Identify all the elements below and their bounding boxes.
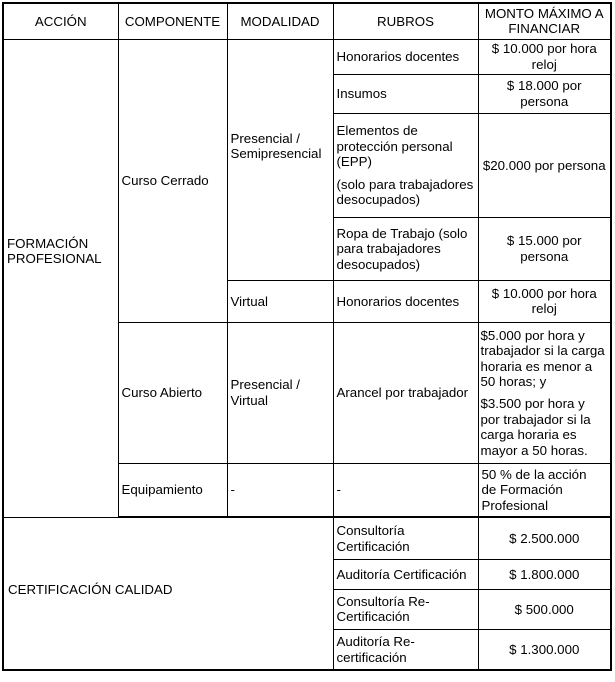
cell-rubro-honorarios-docentes: Honorarios docentes (333, 39, 478, 74)
cell-modalidad-equipamiento-dash: - (227, 463, 333, 517)
table-header-row (3, 3, 611, 39)
cell-monto-auditoria-certificacion: $ 1.800.000 (478, 559, 611, 589)
cell-rubro-insumos: Insumos (333, 74, 478, 113)
table-row (3, 39, 611, 74)
cell-accion-formacion-profesional: FORMACIÓN PROFESIONAL (3, 39, 118, 517)
cell-modalidad-virtual: Virtual (227, 280, 333, 322)
cell-rubro-ropa-de-trabajo: Ropa de Trabajo (solo para trabajadores desocupados) (333, 217, 478, 280)
cell-componente-curso-cerrado: Curso Cerrado (118, 39, 227, 322)
cell-monto-epp: $20.000 por persona (478, 113, 611, 217)
cell-monto-ropa-de-trabajo: $ 15.000 por persona (478, 217, 611, 280)
cell-componente-curso-abierto: Curso Abierto (118, 322, 227, 463)
column-header-componente: COMPONENTE (118, 3, 227, 39)
table-row (3, 517, 611, 559)
cell-monto-arancel-por-trabajador (478, 322, 611, 463)
cell-rubro-epp (333, 113, 478, 217)
cell-monto-consultoria-recertificacion: $ 500.000 (478, 589, 611, 629)
column-header-accion: ACCIÓN (3, 3, 118, 39)
cell-componente-equipamiento: Equipamiento (118, 463, 227, 517)
cell-monto-consultoria-certificacion: $ 2.500.000 (478, 517, 611, 559)
cell-monto-honorarios-docentes: $ 10.000 por hora reloj (478, 39, 611, 74)
cell-rubro-equipamiento-dash: - (333, 463, 478, 517)
monto-arancel-paragraph-1: $5.000 por hora y trabajador si la carga horaria es menor a 50 horas; y (480, 327, 605, 389)
column-header-modalidad: MODALIDAD (227, 3, 333, 39)
cell-modalidad-presencial-semipresencial: Presencial / Semipresencial (227, 39, 333, 280)
funding-table (2, 2, 612, 671)
cell-monto-insumos: $ 18.000 por persona (478, 74, 611, 113)
rubro-epp-paragraph-2: (solo para trabajadores desocupados) (336, 176, 474, 207)
cell-rubro-auditoria-recertificacion: Auditoría Re-certificación (333, 629, 478, 670)
column-header-rubros: RUBROS (333, 3, 478, 39)
cell-monto-honorarios-docentes-virtual: $ 10.000 por hora reloj (478, 280, 611, 322)
monto-arancel-paragraph-2: $3.500 por hora y por trabajador si la carga horaria es mayor a 50 horas. (480, 396, 591, 458)
cell-rubro-consultoria-recertificacion: Consultoría Re-Certificación (333, 589, 478, 629)
cell-rubro-arancel-por-trabajador: Arancel por trabajador (333, 322, 478, 463)
cell-rubro-consultoria-certificacion: Consultoría Certificación (333, 517, 478, 559)
cell-rubro-honorarios-docentes-virtual: Honorarios docentes (333, 280, 478, 322)
cell-modalidad-presencial-virtual: Presencial / Virtual (227, 322, 333, 463)
cell-monto-auditoria-recertificacion: $ 1.300.000 (478, 629, 611, 670)
rubro-epp-paragraph-1: Elementos de protección personal (EPP) (336, 123, 453, 170)
cell-monto-equipamiento: 50 % de la acción de Formación Profesional (478, 463, 611, 517)
cell-accion-certificacion-calidad: CERTIFICACIÓN CALIDAD (3, 517, 333, 670)
cell-rubro-auditoria-certificacion: Auditoría Certificación (333, 559, 478, 589)
column-header-monto: MONTO MÁXIMO A FINANCIAR (478, 3, 611, 39)
